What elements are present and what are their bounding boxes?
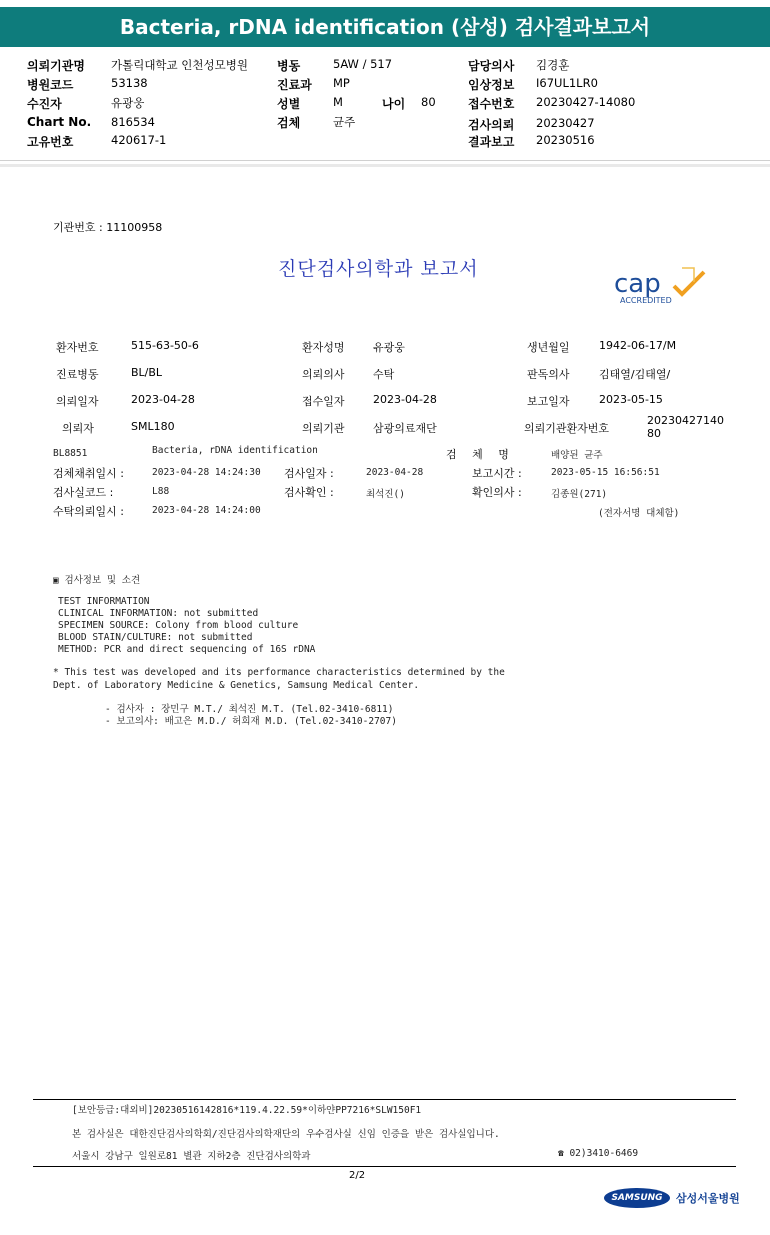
hospital-logo-text: 삼성서울병원 xyxy=(676,1192,740,1205)
birth-date-value: 1942-06-17/M xyxy=(599,339,677,352)
section-title: ▣ 검사정보 및 소견 xyxy=(53,575,141,586)
disclaimer-line: * This test was developed and its performance characteristics determined by the xyxy=(53,667,505,678)
lab-address: 서울시 강남구 일원로81 별관 지하2층 진단검사의학과 xyxy=(72,1151,311,1162)
reading-doctor-label: 판독의사 xyxy=(527,368,570,381)
unique-no-value: 420617-1 xyxy=(111,133,167,147)
security-grade: [보안등급:대외비]20230516142816*119.4.22.59*이하얀PP7216*SLW150F1 xyxy=(72,1105,422,1116)
receipt-date-value: 2023-04-28 xyxy=(373,393,437,406)
confirm-doctor-label: 확인의사 : xyxy=(472,486,522,499)
commission-time-label: 수탁의뢰일시 : xyxy=(53,505,124,518)
cap-accredited-logo xyxy=(612,264,712,306)
cap-accredited-text: ACCREDITED xyxy=(620,296,672,305)
test-code: BL8851 xyxy=(53,448,88,459)
department-value: MP xyxy=(333,76,350,90)
ordering-doctor-label: 의뢰의사 xyxy=(302,368,345,381)
hospital-name-label: 의뢰기관명 xyxy=(27,59,85,73)
requesting-institution-label: 의뢰기관 xyxy=(302,422,345,435)
test-info-line: METHOD: PCR and direct sequencing of 16S rDNA xyxy=(58,644,316,655)
requester-value: SML180 xyxy=(131,420,175,433)
unique-no-label: 고유번호 xyxy=(27,135,74,149)
samsung-logo: SAMSUNG xyxy=(604,1188,670,1208)
patient-value: 유광웅 xyxy=(111,96,145,110)
doctor-label: 담당의사 xyxy=(468,59,515,73)
ward-label: 병동 xyxy=(277,59,301,73)
test-confirm-label: 검사확인 : xyxy=(284,486,334,499)
lab-code-value: L88 xyxy=(152,486,170,497)
report-time-label: 보고시간 : xyxy=(472,467,522,480)
ward-row-value: BL/BL xyxy=(131,366,163,379)
footer-top-line xyxy=(33,1099,736,1100)
specimen-name-value: 배양된 균주 xyxy=(551,450,603,461)
test-name: Bacteria, rDNA identification xyxy=(152,445,318,456)
chart-no-label: Chart No. xyxy=(27,115,92,129)
requesting-institution-value: 삼광의료재단 xyxy=(373,422,437,435)
report-title: 진단검사의학과 보고서 xyxy=(278,258,479,280)
patient-no-value: 515-63-50-6 xyxy=(131,339,199,352)
patient-name-value: 유광웅 xyxy=(373,341,405,354)
collection-time-value: 2023-04-28 14:24:30 xyxy=(152,467,261,478)
lab-code-label: 검사실코드 : xyxy=(53,486,114,499)
accession-label: 접수번호 xyxy=(468,97,515,111)
report-date-value: 2023-05-15 xyxy=(599,393,663,406)
hospital-code-label: 병원코드 xyxy=(27,78,74,92)
report-banner-title: Bacteria, rDNA identification (삼성) 검사결과보고서 xyxy=(0,7,770,47)
test-info-line: BLOOD STAIN/CULTURE: not submitted xyxy=(58,632,253,643)
ward-value: 5AW / 517 xyxy=(333,57,393,71)
hospital-name-value: 가톨릭대학교 인천성모병원 xyxy=(111,58,248,72)
patient-label: 수진자 xyxy=(27,97,62,111)
request-date-value: 20230427 xyxy=(536,116,595,130)
report-date-label: 보고일자 xyxy=(527,395,570,408)
report-time-value: 2023-05-15 16:56:51 xyxy=(551,467,660,478)
header-divider xyxy=(0,160,770,161)
ward-row-label: 진료병동 xyxy=(56,368,99,381)
footer-bottom-line xyxy=(33,1166,736,1167)
commission-time-value: 2023-04-28 14:24:00 xyxy=(152,505,261,516)
age-label: 나이 xyxy=(382,97,406,111)
hospital-code-value: 53138 xyxy=(111,76,148,90)
reading-doctor-value: 김태열/김태열/ xyxy=(599,368,671,381)
patient-name-label: 환자성명 xyxy=(302,341,345,354)
accession-value: 20230427-14080 xyxy=(536,95,636,109)
confirm-doctor-value: 김종원(271) xyxy=(551,489,608,500)
specimen-value: 균주 xyxy=(333,115,356,129)
test-date-value: 2023-04-28 xyxy=(366,467,424,478)
test-confirm-value: 최석진() xyxy=(366,489,405,500)
institution-number: 기관번호 : 11100958 xyxy=(53,221,163,234)
institution-patient-no-label: 의뢰기관환자번호 xyxy=(524,422,610,435)
test-info-line: TEST INFORMATION xyxy=(58,596,150,607)
department-label: 진료과 xyxy=(277,78,312,92)
age-value: 80 xyxy=(421,95,436,109)
request-date-label: 검사의뢰 xyxy=(468,118,515,132)
ordering-doctor-value: 수탁 xyxy=(373,368,395,381)
certification-note: 본 검사실은 대한진단검사의학회/진단검사의학재단의 우수검사실 신임 인증을 받은 검사실입니다. xyxy=(72,1129,500,1140)
birth-date-label: 생년월일 xyxy=(527,341,570,354)
disclaimer-line: Dept. of Laboratory Medicine & Genetics, Samsung Medical Center. xyxy=(53,680,420,691)
order-date-label: 의뢰일자 xyxy=(56,395,99,408)
doctor-value: 김경훈 xyxy=(536,58,570,72)
staff-line: - 검사자 : 장민구 M.T./ 최석진 M.T. (Tel.02-3410-6811) xyxy=(105,704,394,715)
e-signature-note: (전자서명 대체함) xyxy=(598,508,680,519)
chart-no-value: 816534 xyxy=(111,115,155,129)
cap-logo-text: cap xyxy=(614,269,661,299)
lab-phone: ☎ 02)3410-6469 xyxy=(558,1148,639,1159)
test-info-line: SPECIMEN SOURCE: Colony from blood culture xyxy=(58,620,299,631)
order-date-value: 2023-04-28 xyxy=(131,393,195,406)
clinical-info-value: I67UL1LR0 xyxy=(536,76,598,90)
header-shadow xyxy=(0,164,770,167)
sex-value: M xyxy=(333,95,343,109)
staff-line: - 보고의사: 배고은 M.D./ 허희재 M.D. (Tel.02-3410-2707) xyxy=(105,716,397,727)
result-date-value: 20230516 xyxy=(536,133,595,147)
page-number: 2/2 xyxy=(349,1170,366,1181)
specimen-name-label: 검 체 명 xyxy=(446,448,515,461)
requester-label: 의뢰자 xyxy=(62,422,94,435)
clinical-info-label: 임상정보 xyxy=(468,78,515,92)
result-date-label: 결과보고 xyxy=(468,135,515,149)
sex-label: 성별 xyxy=(277,97,301,111)
institution-patient-no-value: 2023042714080 xyxy=(647,414,724,440)
receipt-date-label: 접수일자 xyxy=(302,395,345,408)
specimen-label: 검체 xyxy=(277,116,301,130)
patient-no-label: 환자번호 xyxy=(56,341,99,354)
test-info-line: CLINICAL INFORMATION: not submitted xyxy=(58,608,259,619)
collection-time-label: 검체채취일시 : xyxy=(53,467,124,480)
test-date-label: 검사일자 : xyxy=(284,467,334,480)
